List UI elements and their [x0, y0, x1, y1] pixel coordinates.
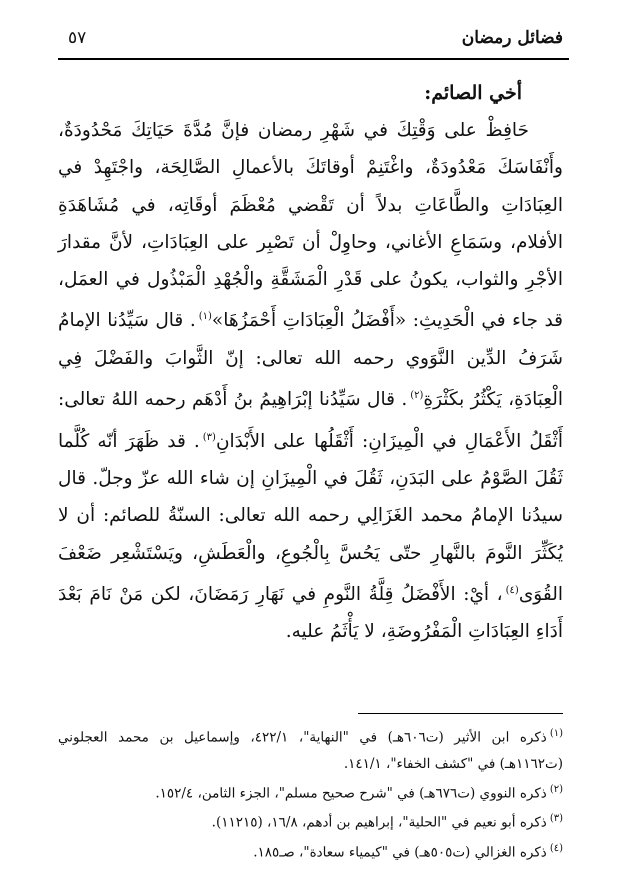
footnote-text: ذكره أبو نعيم في "الحلية"، إبراهيم بن أدهم، ١٦/٨، (١١٢١٥). — [211, 814, 547, 831]
footnote-item — [58, 721, 563, 777]
body-segment: . قد ظَهَرَ أنّه كُلَّما ثَقُلَ الصَّوْمُ على البَدَنِ، ثَقُلَ في الْمِيزَانِ إن شاء الله عزّ وجلّ. قال سيدُنا الإمامُ محمد الغَزَالِي رحمه الله تعالى: السنّةُ للصائم: أن لا يُكَثِّرَ النَّومَ بالنَّهارِ حتّى يَحُسَّ بِالْجُوعِ، والْعَطَشِ، ويَسْتَشْعِر ضَعْفَ القُوَى — [58, 430, 563, 606]
section-heading: أخي الصائم: — [424, 82, 522, 104]
footnote-mark: (٣) — [549, 813, 563, 824]
running-header — [68, 24, 563, 52]
footnote-reference[interactable]: (٤) — [505, 585, 519, 597]
footnote-separator — [358, 713, 563, 714]
footnote-item — [58, 777, 563, 807]
footnote-reference[interactable]: (٢) — [410, 390, 424, 402]
body-paragraph — [58, 112, 563, 651]
header-rule — [58, 58, 569, 60]
footnote-item — [58, 836, 563, 866]
footnote-item — [58, 806, 563, 836]
body-segment: حَافِظْ على وَقْتِكَ في شَهْرِ رمضان فإنَّ مُدَّةَ حَيَاتِكَ مَحْدُودَةٌ، وأَنْفَاسَكَ مَعْدُودَةٌ، واغْتَنِمْ أوقاتَكَ بالأعمالِ الصَّالِحَة، واجْتَهِدْ في العِبَادَاتِ والطَّاعَاتِ بدلاً أن تَقْضي مُعْظَمَ أوقَاتِه، في مُشَاهَدَةِ الأفلام، وسَمَاعِ الأغاني، وحاوِلْ أن تَصْبِر على العِبَادَاتِ، لأنَّ مقدارَ الأجْرِ والثواب، يكونُ على قَدْرِ الْمَشَقَّةِ والْجُهْدِ الْمَبْذُول في العمَل، قد جاء في الْحَدِيثِ: «أَفْضَلُ الْعِبَادَاتِ أَحْمَزُهَا» — [58, 120, 563, 332]
page-number: ٥٧ — [68, 28, 87, 48]
footnote-mark: (٢) — [549, 783, 563, 795]
body-segment: ، أيْ: الأَفْضَلُ قِلَّةُ النَّومِ في نَهَارِ رَمَضَانَ، لكن مَنْ نَامَ بَعْدَ أَدَاءِ العِبَادَاتِ الْمَفْرُوضَةِ، لا يَأْثَمُ عليه. — [58, 584, 563, 643]
footnote-text: ذكره النووي (ت٦٧٦هـ) في "شرح صحيح مسلم"، الجزء الثامن، ١٥٢/٤. — [155, 785, 547, 801]
body-segment: . قال سَيِّدُنا إبْرَاهِيمُ بنُ أَدْهَم رحمه اللهُ تعالى: أَثْقَلُ الأَعْمَالِ في الْمِيزَانِ: أَثْقَلُها على الأَبْدَانِ — [58, 389, 563, 452]
footnote-mark: (١) — [549, 728, 563, 739]
footnote-reference[interactable]: (٣) — [202, 431, 216, 443]
footnote-mark: (٤) — [549, 842, 563, 854]
footnote-reference[interactable]: (١) — [198, 311, 212, 323]
body-segment: . قال سَيِّدُنا الإمامُ شَرَفُ الدِّين النَّوَوي رحمه الله تعالى: إنّ الثَّوابَ والفَضْلَ فِي الْعِبَادَةِ، يَكْثُرُ بكَثْرَةِ — [58, 310, 563, 411]
footnote-text: ذكره الغزالي (ت٥٠٥هـ) في "كيمياء سعادة"، صـ١٨٥. — [253, 844, 547, 860]
footnotes-list — [58, 721, 563, 865]
header-title: فضائل رمضان — [461, 28, 563, 48]
footnote-text: ذكره ابن الأثير (ت٦٠٦هـ) في "النهاية"، ٤٢٢/١، وإسماعيل بن محمد العجلوني (ت١١٦٢هـ) في "كشف الخفاء"، ١٤١/١. — [58, 729, 563, 772]
